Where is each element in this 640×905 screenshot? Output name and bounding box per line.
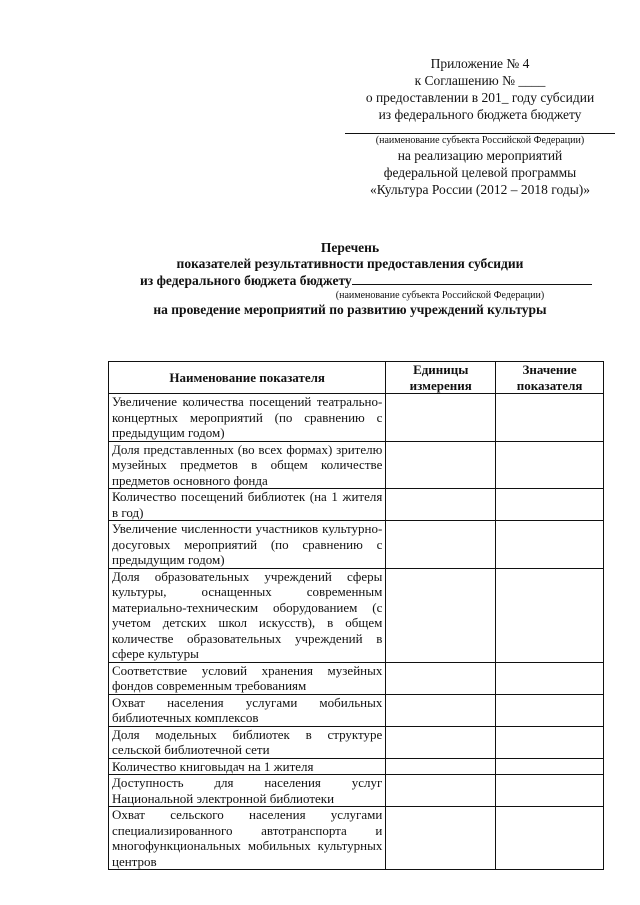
indicators-table [108, 361, 604, 870]
units-cell [386, 758, 496, 775]
table-row [109, 775, 604, 807]
value-cell [496, 662, 604, 694]
title-list: Перечень [320, 240, 380, 255]
appendix-purpose: на реализацию мероприятий [397, 148, 563, 163]
title-budget-line [60, 272, 640, 289]
value-cell [496, 726, 604, 758]
appendix-agreement: к Соглашению № ____ [414, 73, 546, 88]
value-cell [496, 694, 604, 726]
indicator-name-cell: Охват сельского населения услугами специализированного автотранспорта и многофункциональных мобильных культурных центров [109, 807, 386, 870]
appendix-header [330, 55, 630, 198]
value-cell [496, 807, 604, 870]
units-cell [386, 441, 496, 489]
title-budget-text: из федерального бюджета бюджету [140, 273, 352, 288]
value-cell [496, 521, 604, 569]
table-row [109, 694, 604, 726]
document-title [60, 240, 640, 318]
value-cell [496, 394, 604, 442]
header-units: Единицы измерения [386, 362, 496, 394]
indicator-name-cell: Доступность для населения услуг Национальной электронной библиотеки [109, 775, 386, 807]
title-purpose: на проведение мероприятий по развитию учреждений культуры [153, 302, 547, 317]
units-cell [386, 521, 496, 569]
table-row [109, 521, 604, 569]
units-cell [386, 662, 496, 694]
title-subject-caption: (наименование субъекта Российской Федерации) [335, 290, 545, 301]
table-row [109, 662, 604, 694]
table-row [109, 568, 604, 662]
value-cell [496, 758, 604, 775]
appendix-program-type: федеральной целевой программы [383, 165, 577, 180]
units-cell [386, 568, 496, 662]
indicator-name-cell: Доля представленных (во всех формах) зрителю музейных предметов в общем количестве предметов основного фонда [109, 441, 386, 489]
value-cell [496, 775, 604, 807]
indicator-name-cell: Количество посещений библиотек (на 1 жителя в год) [109, 489, 386, 521]
value-cell [496, 441, 604, 489]
title-indicators: показателей результативности предоставления субсидии [176, 256, 524, 271]
units-cell [386, 694, 496, 726]
table-row [109, 758, 604, 775]
indicator-name-cell: Соответствие условий хранения музейных фондов современным требованиям [109, 662, 386, 694]
units-cell [386, 489, 496, 521]
units-cell [386, 726, 496, 758]
title-subject-blank-line [352, 272, 592, 285]
indicator-name-cell: Количество книговыдач на 1 жителя [109, 758, 386, 775]
appendix-federal-budget: из федерального бюджета бюджету [378, 107, 582, 122]
units-cell [386, 807, 496, 870]
table-row [109, 807, 604, 870]
value-cell [496, 489, 604, 521]
units-cell [386, 394, 496, 442]
indicator-name-cell: Доля образовательных учреждений сферы культуры, оснащенных современным материально-техническим оборудованием (с учетом детских школ искусств), в общем количестве образовательных учреждений в сфере культуры [109, 568, 386, 662]
appendix-program-name: «Культура России (2012 – 2018 годы)» [369, 182, 591, 197]
header-value: Значение показателя [496, 362, 604, 394]
value-cell [496, 568, 604, 662]
indicator-name-cell: Охват населения услугами мобильных библиотечных комплексов [109, 694, 386, 726]
appendix-subsidy-year: о предоставлении в 201_ году субсидии [365, 90, 595, 105]
appendix-number: Приложение № 4 [430, 56, 530, 71]
table-row [109, 394, 604, 442]
appendix-subject-caption: (наименование субъекта Российской Федерации) [375, 135, 585, 146]
table-row [109, 441, 604, 489]
table-row [109, 726, 604, 758]
indicator-name-cell: Увеличение количества посещений театрально-концертных мероприятий (по сравнению с предыдущим годом) [109, 394, 386, 442]
table-row [109, 489, 604, 521]
indicator-name-cell: Доля модельных библиотек в структуре сельской библиотечной сети [109, 726, 386, 758]
table-body [109, 394, 604, 870]
header-indicator-name: Наименование показателя [109, 362, 386, 394]
units-cell [386, 775, 496, 807]
indicator-name-cell: Увеличение численности участников культурно-досуговых мероприятий (по сравнению с предыдущим годом) [109, 521, 386, 569]
table-header-row [109, 362, 604, 394]
